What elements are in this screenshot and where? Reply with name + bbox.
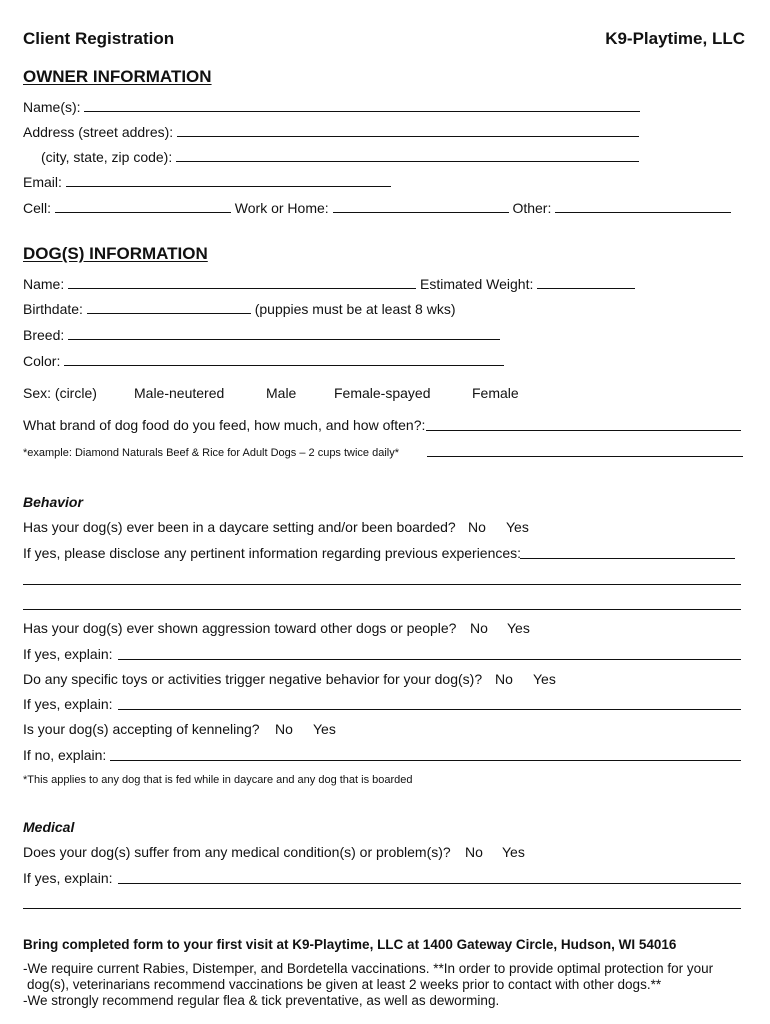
other-label: Other:: [512, 200, 552, 216]
aggression-question-row: [23, 620, 747, 636]
dog-name-label: Name:: [23, 276, 65, 292]
medical-no-option[interactable]: No: [465, 844, 483, 860]
toys-explain-label: If yes, explain:: [23, 696, 113, 712]
breed-field[interactable]: [68, 327, 500, 340]
daycare-question: Has your dog(s) ever been in a daycare setting and/or been boarded?: [23, 519, 456, 535]
medical-explain-field-2[interactable]: [23, 907, 741, 909]
names-label: Name(s):: [23, 99, 81, 115]
toys-no-option[interactable]: No: [495, 671, 513, 687]
daycare-no-option[interactable]: No: [468, 519, 486, 535]
form-title: Client Registration: [23, 29, 175, 48]
food-field-2[interactable]: [427, 455, 743, 457]
dog-section-heading: DOG(S) INFORMATION: [23, 244, 208, 263]
food-field-1[interactable]: [426, 429, 741, 431]
aggression-explain-field[interactable]: [118, 658, 741, 660]
work-label: Work or Home:: [234, 200, 329, 216]
food-label: What brand of dog food do you feed, how much, and how often?:: [23, 417, 426, 433]
daycare-disclose-label: If yes, please disclose any pertinent information regarding previous experiences:: [23, 545, 522, 561]
kennel-explain-label: If no, explain:: [23, 747, 107, 763]
sex-option-male-neutered[interactable]: Male-neutered: [134, 385, 225, 401]
behavior-heading: Behavior: [23, 494, 83, 510]
daycare-disclose-field-2[interactable]: [23, 583, 741, 585]
vaccination-requirement-2: dog(s), veterinarians recommend vaccinations be given at least 2 weeks prior to contact with other dogs.**: [27, 977, 662, 992]
aggression-yes-option[interactable]: Yes: [507, 620, 530, 636]
city-label: (city, state, zip code):: [41, 149, 173, 165]
food-example-row: [23, 445, 747, 461]
kennel-question: Is your dog(s) accepting of kenneling?: [23, 721, 260, 737]
owner-names-row: [23, 99, 747, 115]
bring-form-notice: Bring completed form to your first visit at K9-Playtime, LLC at 1400 Gateway Circle, Hudson, WI 54016: [23, 937, 677, 952]
medical-yes-option[interactable]: Yes: [502, 844, 525, 860]
medical-heading: Medical: [23, 819, 75, 835]
medical-question-row: [23, 844, 747, 860]
address-label: Address (street addres):: [23, 124, 174, 140]
toys-yes-option[interactable]: Yes: [533, 671, 556, 687]
medical-explain-field-1[interactable]: [118, 882, 741, 884]
color-row: [23, 353, 747, 369]
medical-explain-label: If yes, explain:: [23, 870, 113, 886]
email-field[interactable]: [66, 174, 391, 187]
owner-phone-row: [23, 200, 747, 216]
email-label: Email:: [23, 174, 62, 190]
owner-section-heading: OWNER INFORMATION: [23, 67, 212, 86]
puppies-note: (puppies must be at least 8 wks): [254, 301, 456, 317]
weight-label: Estimated Weight:: [420, 276, 534, 292]
aggression-no-option[interactable]: No: [470, 620, 488, 636]
kennel-no-option[interactable]: No: [275, 721, 293, 737]
birthdate-row: [23, 301, 747, 317]
work-field[interactable]: [333, 200, 509, 213]
preventative-recommendation: -We strongly recommend regular flea & tick preventative, as well as deworming.: [23, 993, 500, 1008]
color-label: Color:: [23, 353, 61, 369]
kennel-yes-option[interactable]: Yes: [313, 721, 336, 737]
city-field[interactable]: [176, 149, 639, 162]
toys-explain-field[interactable]: [118, 708, 741, 710]
kennel-question-row: [23, 721, 747, 737]
sex-label: Sex: (circle): [23, 385, 97, 401]
aggression-question: Has your dog(s) ever shown aggression toward other dogs or people?: [23, 620, 457, 636]
owner-city-row: [41, 149, 747, 165]
sex-option-female-spayed[interactable]: Female-spayed: [334, 385, 431, 401]
kennel-note: *This applies to any dog that is fed while in daycare and any dog that is boarded: [23, 774, 413, 786]
kennel-explain-field[interactable]: [110, 759, 741, 761]
other-phone-field[interactable]: [555, 200, 731, 213]
aggression-explain-label: If yes, explain:: [23, 646, 113, 662]
daycare-question-row: [23, 519, 747, 535]
owner-email-row: [23, 174, 747, 190]
vaccination-requirement-1: -We require current Rabies, Distemper, and Bordetella vaccinations. **In order to provide optimal protection for your: [23, 961, 714, 976]
color-field[interactable]: [64, 353, 504, 366]
food-example: *example: Diamond Naturals Beef & Rice for Adult Dogs – 2 cups twice daily*: [23, 447, 400, 459]
sex-option-male[interactable]: Male: [266, 385, 297, 401]
daycare-yes-option[interactable]: Yes: [506, 519, 529, 535]
cell-field[interactable]: [55, 200, 231, 213]
breed-row: [23, 327, 747, 343]
breed-label: Breed:: [23, 327, 65, 343]
address-field[interactable]: [177, 124, 639, 137]
dog-name-field[interactable]: [68, 276, 416, 289]
dog-name-row: [23, 276, 747, 292]
daycare-disclose-field-3[interactable]: [23, 608, 741, 610]
business-name: K9-Playtime, LLC: [605, 29, 745, 48]
owner-address-row: [23, 124, 747, 140]
kennel-note-row: [23, 772, 747, 788]
cell-label: Cell:: [23, 200, 52, 216]
sex-row: [23, 385, 747, 401]
toys-question-row: [23, 671, 747, 687]
birthdate-field[interactable]: [87, 301, 251, 314]
names-field[interactable]: [84, 99, 640, 112]
birthdate-label: Birthdate:: [23, 301, 83, 317]
sex-option-female[interactable]: Female: [472, 385, 519, 401]
weight-field[interactable]: [537, 276, 635, 289]
medical-question: Does your dog(s) suffer from any medical condition(s) or problem(s)?: [23, 844, 451, 860]
daycare-disclose-field-1[interactable]: [520, 557, 735, 559]
toys-question: Do any specific toys or activities trigger negative behavior for your dog(s)?: [23, 671, 483, 687]
